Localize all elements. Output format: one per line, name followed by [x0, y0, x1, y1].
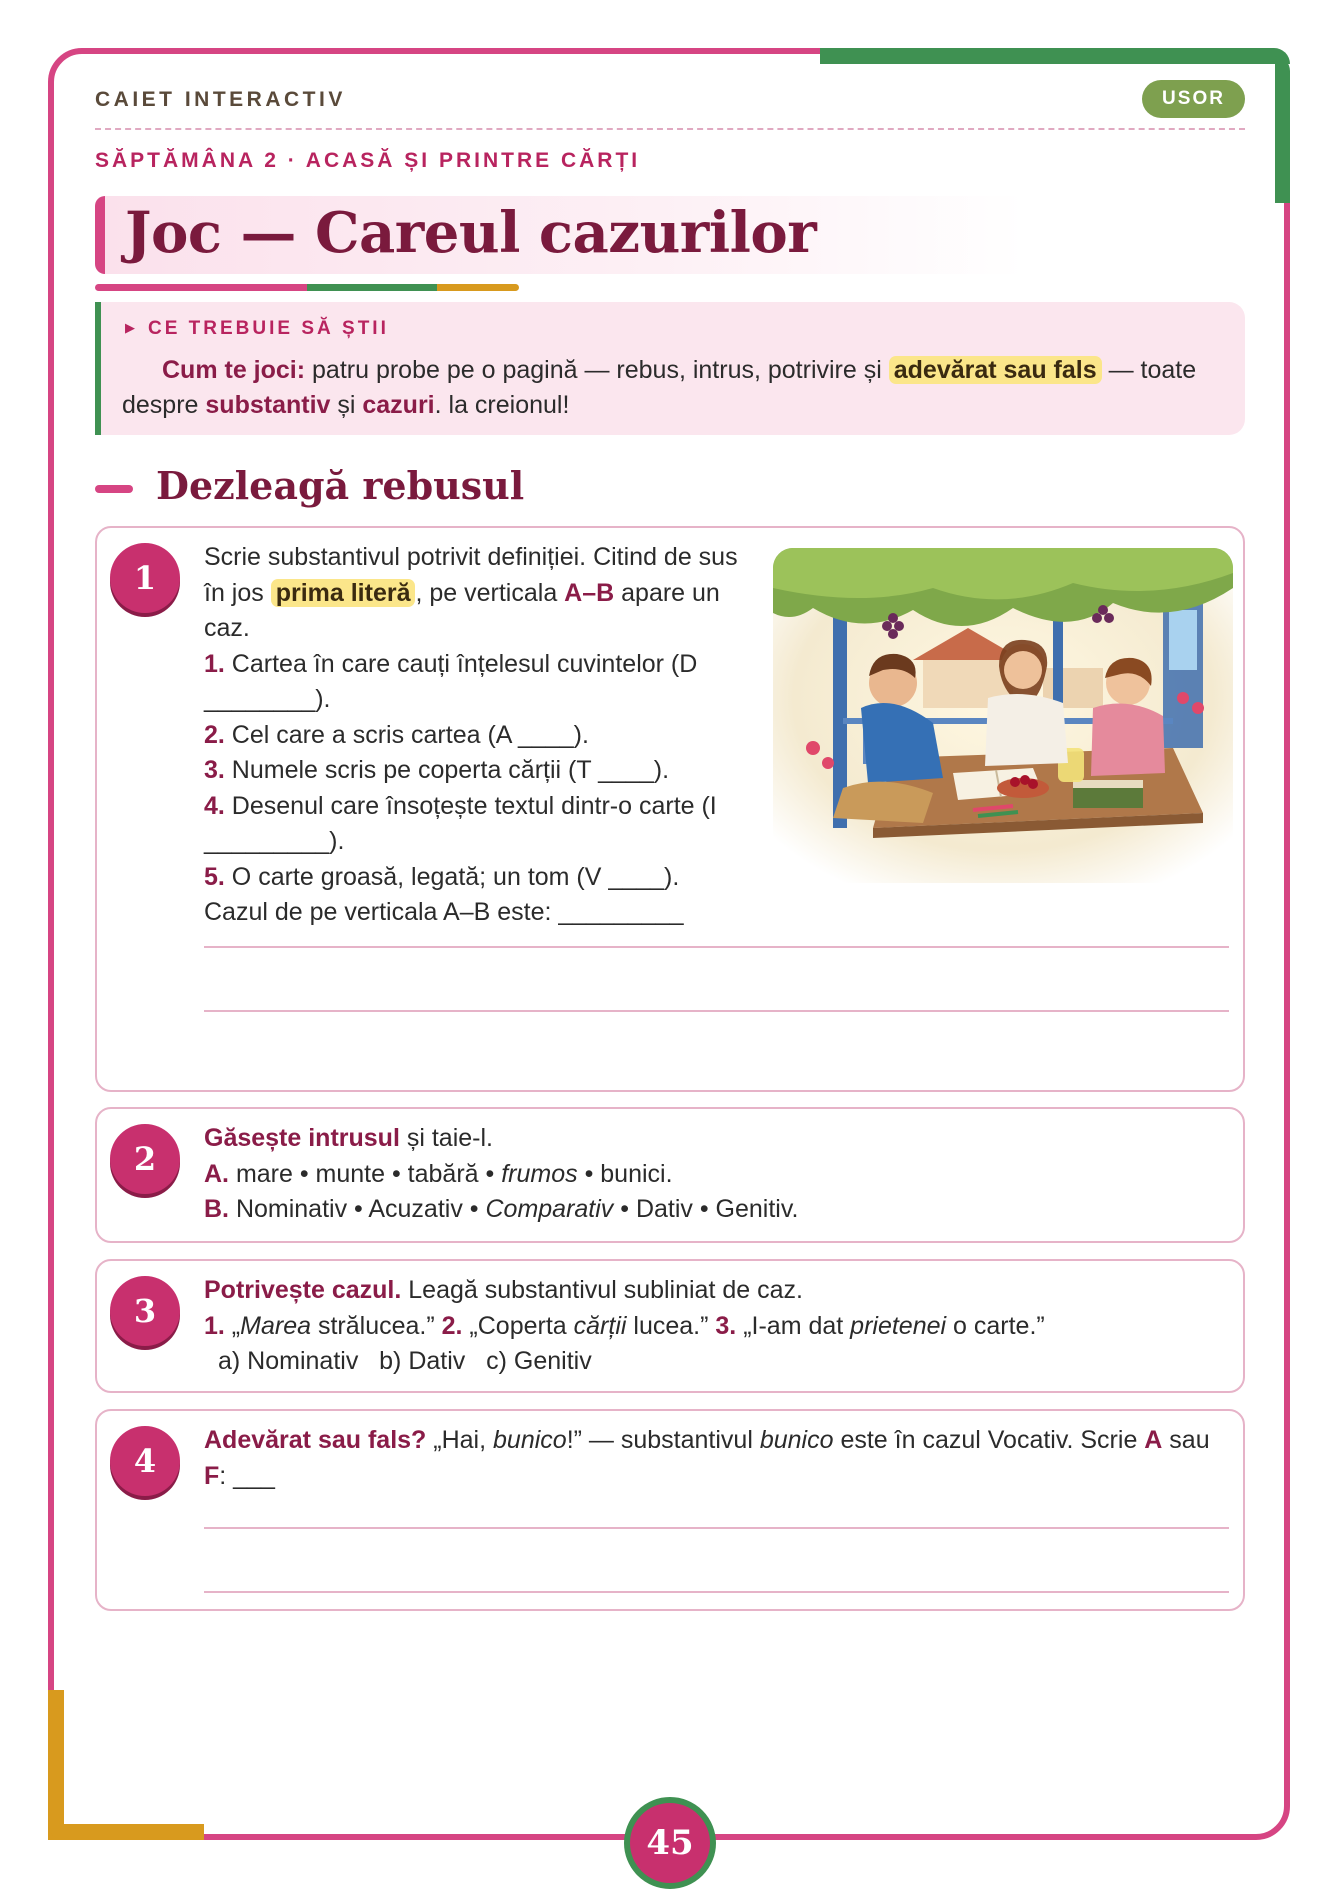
writing-line: [204, 946, 1229, 948]
week-label: SĂPTĂMÂNA 2 · ACASĂ ȘI PRINTRE CĂRȚI: [95, 149, 641, 172]
rebus-answer-prompt: Cazul de pe verticala A–B este: _________: [204, 898, 684, 926]
frame-accent-gold-bottom: [48, 1824, 204, 1840]
rebus-item: 3. Numele scris pe coperta cărții (T ____).: [204, 756, 670, 784]
exercise-number-4: 4: [110, 1426, 180, 1496]
exercise-1-text: Scrie substantivul potrivit definiției. Citind de sus în jos prima literă , pe verticala A–B apare un caz. 1. Cartea în care cauți înțelesul cuvintelor (D ________). 2. Cel care a scris cartea (A ____). 3. Numele scris pe coperta cărții (T ____). 4. Desenul care însoțește textul dintr-o carte (I _________). 5. O carte groasă, legată; un tom (V ____). Cazul de pe verticala A–B este: _________: [204, 543, 738, 926]
exercise-number-2: 2: [110, 1124, 180, 1194]
exercise-number-3: 3: [110, 1276, 180, 1346]
frame-accent-green: [820, 48, 1290, 64]
exercise-3-text: Potrivește cazul. Leagă substantivul subliniat de caz. 1. „Marea strălucea.” 2. „Coperta cărții lucea.” 3. „I-am dat prietenei o carte.” a) Nominativ b) Dativ c) Genitiv: [204, 1276, 1045, 1375]
children-reading-illustration: [773, 548, 1233, 883]
writing-line: [204, 1010, 1229, 1012]
info-heading: ▶ CE TREBUIE SĂ ȘTII: [125, 318, 389, 339]
exercise-2-text: Găsește intrusul și taie-l. A. mare • munte • tabără • frumos • bunici. B. Nominativ • Acuzativ • Comparativ • Dativ • Genitiv.: [204, 1124, 799, 1223]
frame-accent-green-right: [1275, 56, 1290, 203]
header-divider: [95, 128, 1245, 130]
rebus-item: 1. Cartea în care cauți înțelesul cuvintelor (D ________).: [204, 649, 698, 713]
exercise-number-1: 1: [110, 543, 180, 613]
rebus-item: 5. O carte groasă, legată; un tom (V ____).: [204, 862, 680, 891]
section-title: Dezleagă rebusul: [156, 463, 525, 508]
page-title: Joc — Careul cazurilor: [125, 200, 817, 266]
case-options: a) Nominativ b) Dativ c) Genitiv: [218, 1347, 592, 1375]
rebus-item: 4. Desenul care însoțește textul dintr-o carte (I _________).: [204, 791, 717, 855]
section-title-marker: [95, 485, 133, 493]
writing-line: [204, 1527, 1229, 1529]
caret-right-icon: ▶: [125, 320, 138, 335]
rebus-item: 2. Cel care a scris cartea (A ____).: [204, 720, 589, 749]
page-number: 45: [624, 1797, 716, 1889]
title-underline: [95, 284, 519, 291]
exercise-4-text: Adevărat sau fals? „Hai, bunico!” — substantivul bunico este în cazul Vocativ. Scrie A sau F: ___: [204, 1426, 1210, 1490]
brand-label: CAIET INTERACTIV: [95, 88, 346, 111]
info-text: Cum te joci: patru probe pe o pagină — rebus, intrus, potrivire și adevărat sau fals — toate despre substantiv și cazuri. la creionul!: [122, 356, 1197, 419]
frame-accent-gold: [48, 1690, 64, 1840]
writing-line: [204, 1591, 1229, 1593]
level-badge: USOR: [1142, 80, 1245, 118]
